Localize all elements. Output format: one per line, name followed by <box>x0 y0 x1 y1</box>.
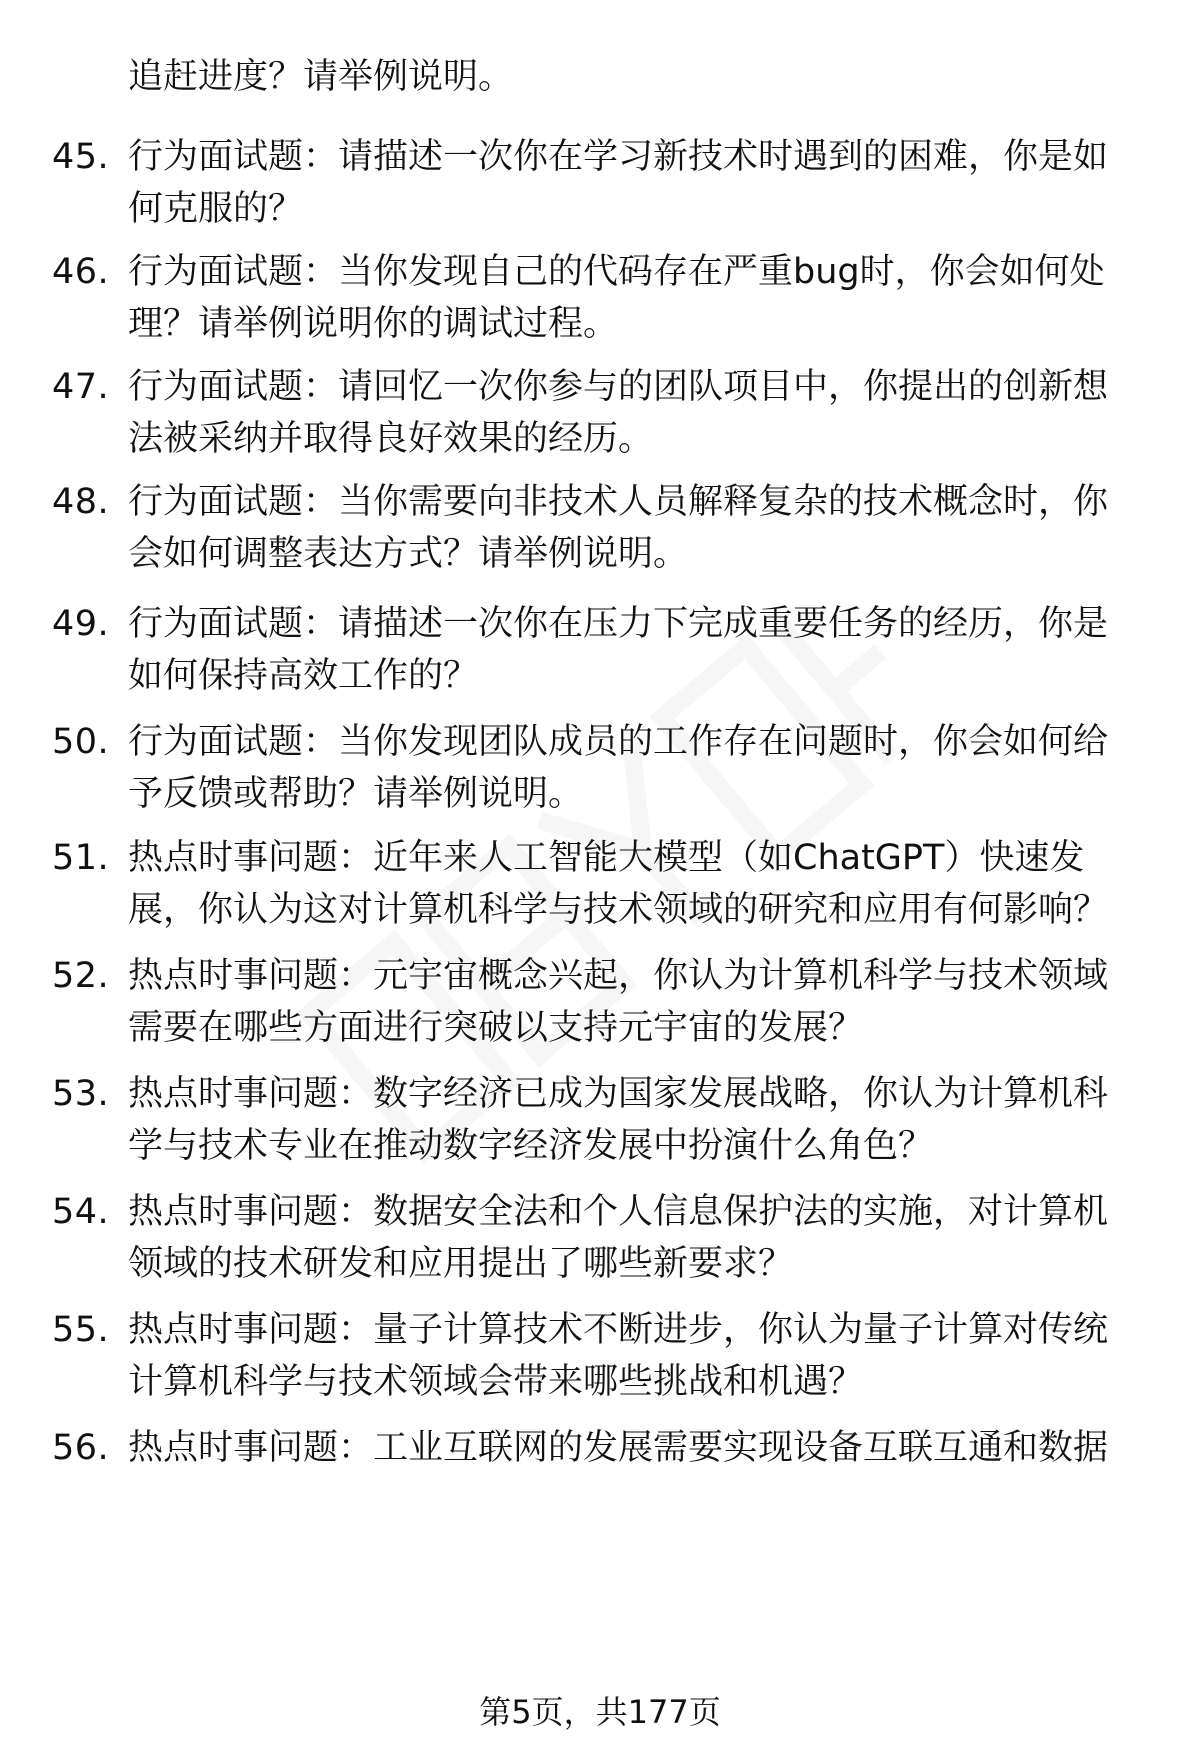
question-number: 46. <box>52 252 110 292</box>
question-line-1: 热点时事问题：数据安全法和个人信息保护法的实施，对计算机 <box>128 1192 1109 1232</box>
question-number: 50. <box>52 722 110 762</box>
question-number: 45. <box>52 137 110 177</box>
question-line-1: 热点时事问题：近年来人工智能大模型（如ChatGPT）快速发 <box>128 838 1085 878</box>
question-number: 56. <box>52 1428 110 1468</box>
question-line-2: 理？请举例说明你的调试过程。 <box>128 304 619 344</box>
question-number: 52. <box>52 956 110 996</box>
question-number: 47. <box>52 367 110 407</box>
question-line-1: 热点时事问题：元宇宙概念兴起，你认为计算机科学与技术领域 <box>128 956 1109 996</box>
question-line-2: 何克服的？ <box>128 189 304 229</box>
question-line-2: 展，你认为这对计算机科学与技术领域的研究和应用有何影响？ <box>128 890 1109 930</box>
question-line-1: 行为面试题：当你发现团队成员的工作存在问题时，你会如何给 <box>128 722 1109 762</box>
question-line-2: 予反馈或帮助？请举例说明。 <box>128 774 584 814</box>
question-line-2: 领域的技术研发和应用提出了哪些新要求？ <box>128 1244 794 1284</box>
question-number: 55. <box>52 1310 110 1350</box>
carryover-text: 追赶进度？请举例说明。 <box>128 57 514 97</box>
question-number: 53. <box>52 1074 110 1114</box>
page-footer: 第5页，共177页 <box>479 1693 721 1731</box>
question-line-1: 行为面试题：请描述一次你在学习新技术时遇到的困难，你是如 <box>128 137 1109 177</box>
question-line-2: 需要在哪些方面进行突破以支持元宇宙的发展？ <box>128 1008 864 1048</box>
question-number: 48. <box>52 482 110 522</box>
question-number: 51. <box>52 838 110 878</box>
question-line-1: 行为面试题：请描述一次你在压力下完成重要任务的经历，你是 <box>128 604 1109 644</box>
question-line-2: 法被采纳并取得良好效果的经历。 <box>128 419 654 459</box>
question-line-2: 学与技术专业在推动数字经济发展中扮演什么角色？ <box>128 1126 934 1166</box>
question-line-1: 行为面试题：当你需要向非技术人员解释复杂的技术概念时，你 <box>128 482 1109 522</box>
question-number: 54. <box>52 1192 110 1232</box>
question-line-2: 计算机科学与技术领域会带来哪些挑战和机遇？ <box>128 1362 864 1402</box>
question-line-1: 行为面试题：请回忆一次你参与的团队项目中，你提出的创新想 <box>128 367 1109 407</box>
question-line-1: 行为面试题：当你发现自己的代码存在严重bug时，你会如何处 <box>128 252 1105 292</box>
question-number: 49. <box>52 604 110 644</box>
question-line-2: 会如何调整表达方式？请举例说明。 <box>128 534 689 574</box>
question-line-1: 热点时事问题：工业互联网的发展需要实现设备互联互通和数据 <box>128 1428 1109 1468</box>
question-line-1: 热点时事问题：量子计算技术不断进步，你认为量子计算对传统 <box>128 1310 1109 1350</box>
question-line-1: 热点时事问题：数字经济已成为国家发展战略，你认为计算机科 <box>128 1074 1109 1114</box>
question-line-2: 如何保持高效工作的？ <box>128 656 479 696</box>
